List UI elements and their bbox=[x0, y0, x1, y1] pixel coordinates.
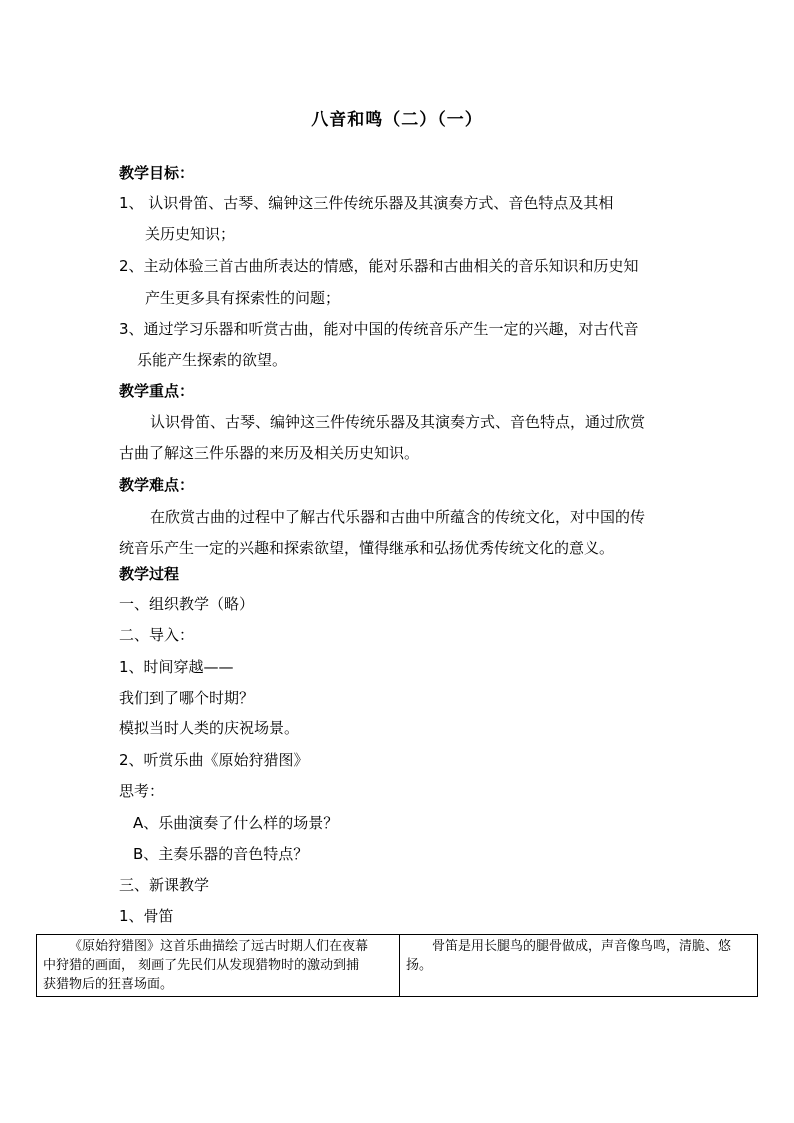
table-right-line-1: 骨笛是用长腿鸟的腿骨做成，声音像鸟鸣，清脆、悠 bbox=[432, 939, 732, 954]
process-line: 2、听赏乐曲《原始狩猎图》 bbox=[119, 751, 309, 769]
page-title: 八音和鸣（二）（一） bbox=[311, 110, 483, 130]
goal-2-line-2: 产生更多具有探索性的问题； bbox=[145, 289, 341, 307]
table-left-line-1: 《原始狩猎图》这首乐曲描绘了远古时期人们在夜幕 bbox=[69, 939, 369, 954]
difficult-points-heading: 教学难点： bbox=[119, 476, 195, 494]
goal-2-line-1: 2、主动体验三首古曲所表达的情感，能对乐器和古曲相关的音乐知识和历史知 bbox=[119, 257, 639, 275]
table-right-line-2: 扬。 bbox=[406, 958, 433, 973]
table-cell-right bbox=[400, 935, 758, 997]
goals-heading: 教学目标： bbox=[119, 164, 195, 182]
process-line: 一、组织教学（略） bbox=[119, 595, 255, 613]
goal-1-line-2: 关历史知识； bbox=[145, 225, 236, 243]
table-left-line-3: 获猎物后的狂喜场面。 bbox=[43, 977, 174, 992]
process-line: B、主奏乐器的音色特点？ bbox=[133, 845, 309, 863]
process-line: 三、新课教学 bbox=[119, 876, 210, 894]
key-points-line-1: 认识骨笛、古琴、编钟这三件传统乐器及其演奏方式、音色特点，通过欣赏 bbox=[150, 413, 646, 431]
goal-1-line-1: 1、 认识骨笛、古琴、编钟这三件传统乐器及其演奏方式、音色特点及其相 bbox=[119, 194, 614, 212]
process-line: 二、导入： bbox=[119, 626, 195, 644]
goal-3-line-1: 3、通过学习乐器和听赏古曲，能对中国的传统音乐产生一定的兴趣，对古代音 bbox=[119, 320, 639, 338]
table-row bbox=[37, 935, 758, 997]
process-line: A、乐曲演奏了什么样的场景？ bbox=[133, 814, 339, 832]
process-line: 思考： bbox=[119, 782, 165, 800]
process-line: 模拟当时人类的庆祝场景。 bbox=[119, 719, 300, 737]
difficult-points-line-1: 在欣赏古曲的过程中了解古代乐器和古曲中所蕴含的传统文化，对中国的传 bbox=[150, 508, 646, 526]
key-points-heading: 教学重点： bbox=[119, 382, 195, 400]
process-line: 我们到了哪个时期？ bbox=[119, 689, 255, 707]
process-line: 1、时间穿越—— bbox=[119, 658, 234, 676]
bone-flute-table bbox=[36, 934, 758, 997]
goal-3-line-2: 乐能产生探索的欲望。 bbox=[137, 351, 288, 369]
table-cell-left bbox=[37, 935, 400, 997]
process-line: 1、骨笛 bbox=[119, 907, 174, 925]
difficult-points-line-2: 统音乐产生一定的兴趣和探索欲望，懂得继承和弘扬优秀传统文化的意义。 bbox=[119, 539, 615, 557]
table-left-line-2: 中狩猎的画面， 刻画了先民们从发现猎物时的激动到捕 bbox=[43, 958, 360, 973]
key-points-line-2: 古曲了解这三件乐器的来历及相关历史知识。 bbox=[119, 444, 420, 462]
process-heading: 教学过程 bbox=[119, 565, 180, 583]
